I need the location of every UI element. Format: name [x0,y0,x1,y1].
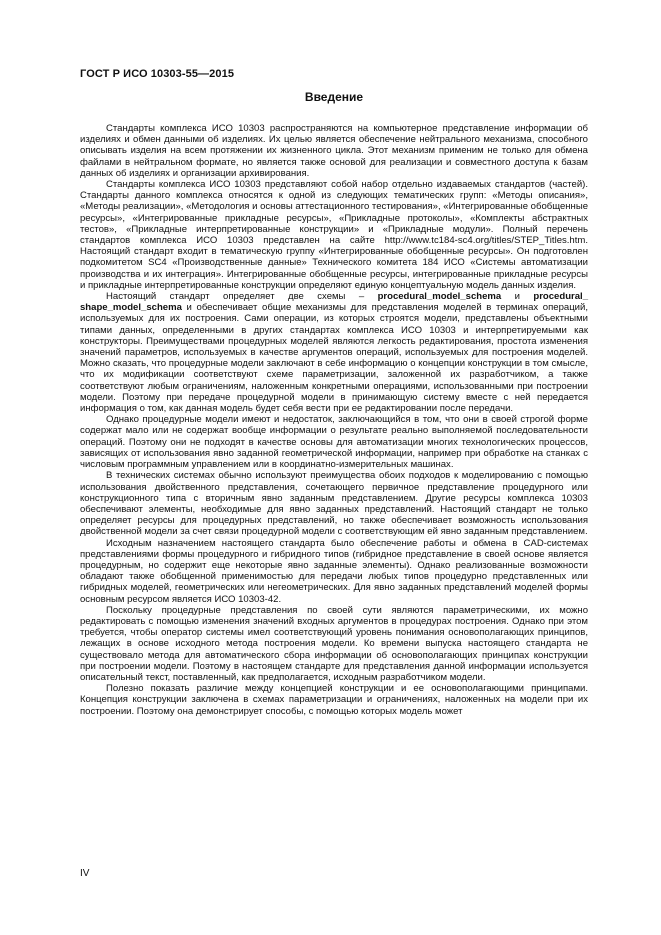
paragraph-1: Стандарты комплекса ИСО 10303 распространяются на компьютерное представление информации об изделиях и обмен данными об изделиях. Их целью является обеспечение нейтрального механизма, способного описывать изделия на всем протяжении их жизненного цикла. Этот механизм применим не только для обмена файлами в нейтральном формате, но является также основой для реализации и совместного доступа к базам данных об изделиях и организации архивирования. [80,123,588,179]
paragraph-4: Однако процедурные модели имеют и недостаток, заключающийся в том, что они в своей строгой форме содержат мало или не содержат вообще информации о результате реально выполняемой последовательности операций. Поэтому они не подходят в качестве основы для автоматизации многих технологических процессов, зависящих от использования явно заданной геометрической информации, например при обработке на станках с числовым программным управлением или в координатно-измерительных машинах. [80,414,588,471]
paragraph-5: В технических системах обычно используют преимущества обоих подходов к моделированию с помощью использования двойственного представления, сочетающего первичное представление процедурного или конструкционного типа с вторичным явно заданным представлением. Другие ресурсы комплекса 10303 обеспечивают элементы, необходимые для явно заданных представлений. Настоящий стандарт не только определяет ресурсы для процедурных представлений, но также обеспечивает возможность использования двойственной модели за счет связи процедурной модели с соответствующим ей явно заданным представлением. [80,470,588,538]
paragraph-3-pre: Настоящий стандарт определяет две схемы – [106,291,378,303]
paragraph-3 [80,291,588,414]
paragraph-2: Стандарты комплекса ИСО 10303 представляют собой набор отдельно издаваемых стандартов (частей). Стандарты данного комплекса относятся к одной из следующих тематических групп: «Методы описания», «Методы реализации», «Методология и основы аттестационного тестирования», «Интегрированные обобщенные ресурсы», «Интегрированные прикладные ресурсы», «Прикладные протоколы», «Комплекты абстрактных тестов», «Прикладные интерпретированные конструкции» и «Прикладные модули». Полный перечень стандартов комплекса ИСО 10303 представлен на сайте http://www.tc184-sc4.org/titles/STEP_Titles.htm. Настоящий стандарт входит в тематическую группу «Интегрированные обобщенные ресурсы». Он подготовлен подкомитетом SC4 «Производственные данные» Технического комитета 184 ИСО «Системы автоматизации производства и их интеграция». Интегрированные обобщенные ресурсы, интегрированные прикладные ресурсы и прикладные интерпретированные конструкции определяют единую концептуальную модель данных изделия. [80,179,588,291]
paragraph-6: Исходным назначением настоящего стандарта было обеспечение работы и обмена в CAD-системах представлениями формы процедурного и гибридного типов (гибридное представление в своей основе является процедурным, но содержит еще некоторые явно заданные элементы). Однако реализованные возможности обладают также обобщенной применимостью для передачи любых типов процедурно представленных или гибридных моделей, геометрических или негеометрических. Для явно заданных представлений моделей формы основным ресурсом является ИСО 10303-42. [80,537,588,605]
paragraph-3-post: и обеспечивает общие механизмы для представления моделей в терминах операций, используемых для их построения. Сами операции, из которых строятся модели, представлены объектными типами данных, определенными в других стандартах комплекса ИСО 10303 и интерпретируемыми как конструкторы. Преимуществами процедурных моделей являются легкость редактирования, простота изменения значений параметров, используемых в качестве аргументов операций, используемых для построения моделей. Можно сказать, что процедурные модели заключают в себе информацию о концепции конструкции в том смысле, что их модификации соответствуют схеме параметризации, заложенной их разработчиком, а также соответствуют любым ограничениям, наложенным конкретными операциями, использованными при построении модели. Поэтому при передаче процедурной модели в принимающую систему вместе с ней передается информация о том, как данная модель будет себя вести при ее редактировании после передачи. [80,302,588,415]
schema-name-procedural-shape-model: procedural_ shape_model_schema [80,291,589,314]
document-body [80,123,588,717]
paragraph-7: Поскольку процедурные представления по своей сути являются параметрическими, их можно редактировать с помощью изменения значений входных аргументов в процедурах построения. Однако при этом требуется, чтобы оператор системы имел соответствующий уровень понимания основополагающих принципов, лежащих в основе исходного метода построения модели. Ко времени выпуска настоящего стандарта не существовало метода для автоматического сбора информации об основополагающих принципах конструкции при построении модели. Поэтому в настоящем стандарте для представления данной информации используется описательный текст, поставленный, как предполагается, исходным разработчиком модели. [80,604,588,683]
paragraph-8: Полезно показать различие между концепцией конструкции и ее основополагающими принципами. Концепция конструкции заключена в схемах параметризации и ограничениях, наложенных на модели при их построении. Поэтому она демонстрирует способы, с помощью которых модель может [80,683,588,717]
page-number: IV [80,868,90,879]
standard-header: ГОСТ Р ИСО 10303-55—2015 [80,68,235,80]
section-title: Введение [304,90,364,104]
schema-name-procedural-model: procedural_model_schema [377,291,502,303]
paragraph-3-mid: и [501,291,534,303]
